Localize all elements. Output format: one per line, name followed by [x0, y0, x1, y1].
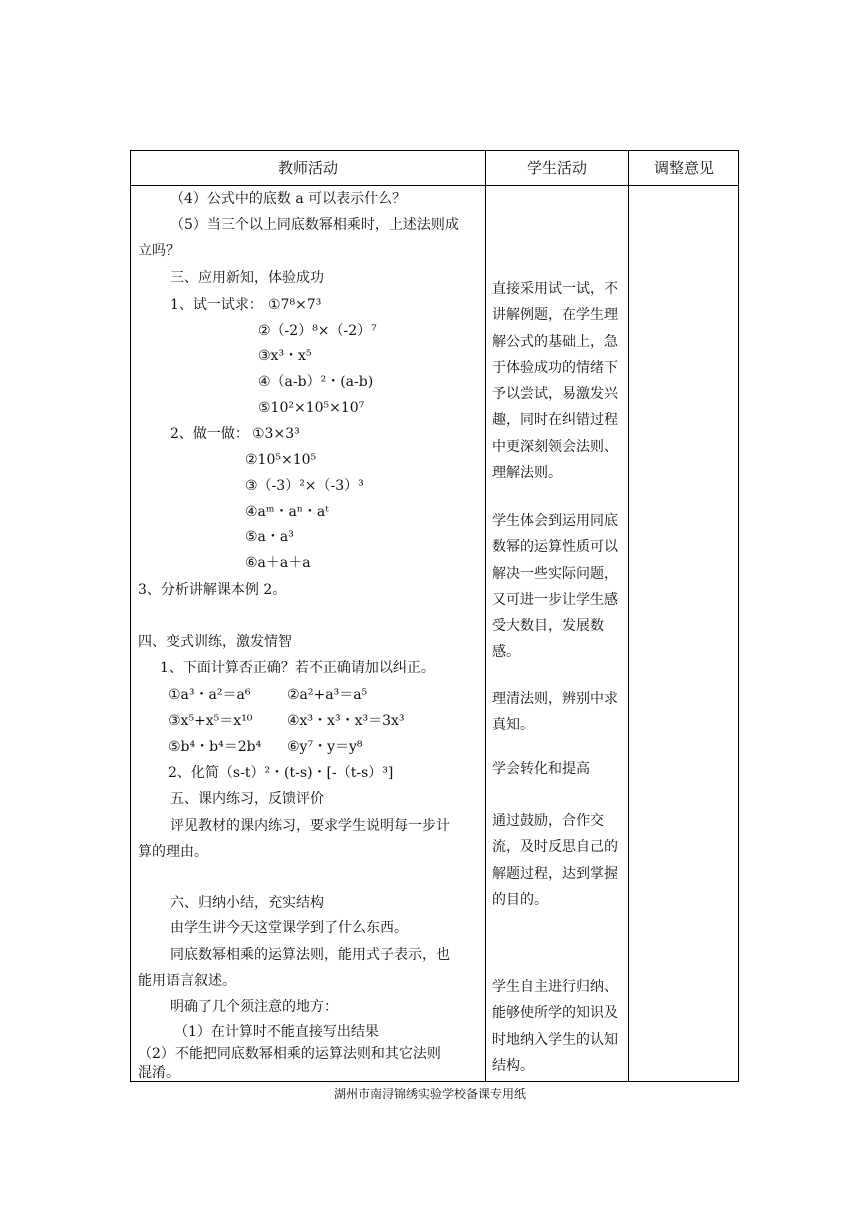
note-2-line1: （2）不能把同底数幂相乘的运算法则和其它法则 [138, 1046, 441, 1062]
header-adjustment: 调整意见 [653, 159, 714, 177]
student-note-4: 学会转化和提高 [492, 761, 590, 777]
judge-item: ②a²+a³＝a⁵ [287, 687, 368, 703]
section-5-title: 五、课内练习，反馈评价 [170, 791, 324, 807]
judge-item: ①a³・a²＝a⁶ [168, 687, 251, 703]
try-prefix: 1、试一试求： [170, 297, 263, 313]
do-prefix: 2、做一做： [170, 426, 249, 442]
student-note-2: 学生体会到运用同底数幂的运算性质可以解决一些实际问题，又可进一步让学生感受大数目，发展数感。 [492, 513, 618, 661]
section-5-line2: 算的理由。 [138, 844, 208, 860]
try-item: ②（-2）⁸×（-2）⁷ [258, 323, 377, 339]
do-item: ⑤a・a³ [245, 529, 294, 545]
simplify-question: 2、化简（s-t）²・(t-s)・[-（t-s）³] [168, 765, 394, 781]
try-item: ①7⁸×7³ [268, 297, 322, 313]
section-5-line1: 评见教材的课内练习，要求学生说明每一步计 [170, 818, 450, 834]
student-note-6: 学生自主进行归纳、能够使所学的知识及时地纳入学生的认知结构。 [492, 979, 618, 1074]
try-item: ③x³・x⁵ [258, 348, 312, 364]
page-footer: 湖州市南浔锦绣实验学校备课专用纸 [333, 1087, 526, 1101]
question-5-line2: 立吗？ [138, 243, 180, 259]
note-1: （1）在计算时不能直接写出结果 [174, 1024, 379, 1040]
question-4: （4）公式中的底数 a 可以表示什么？ [170, 191, 407, 207]
section-3-title: 三、应用新知，体验成功 [170, 270, 324, 286]
summary-paragraph-3: 明确了几个须注意的地方： [170, 999, 338, 1015]
student-note-5: 通过鼓励，合作交流，及时反思自己的解题过程，达到掌握的目的。 [492, 813, 618, 908]
try-item: ④（a-b）²・(a-b) [258, 374, 374, 390]
header-student-activity: 学生活动 [526, 159, 587, 177]
question-5-line1: （5）当三个以上同底数幂相乘时，上述法则成 [170, 217, 459, 233]
lesson-plan-table [130, 150, 739, 1082]
do-item: ⑥a＋a＋a [245, 555, 311, 571]
summary-paragraph-1: 由学生讲今天这堂课学到了什么东西。 [170, 920, 408, 936]
judge-item: ④x³・x³・x³＝3x³ [287, 713, 405, 729]
summary-paragraph-2-line1: 同底数幂相乘的运算法则，能用式子表示，也 [170, 947, 450, 963]
do-item: ④aᵐ・aⁿ・aᵗ [245, 504, 329, 520]
judge-item: ⑤b⁴・b⁴＝2b⁴ [168, 739, 262, 755]
do-item: ③（-3）²×（-3）³ [245, 478, 364, 494]
header-teacher-activity: 教师活动 [277, 159, 338, 177]
judge-question: 1、下面计算否正确？若不正确请加以纠正。 [160, 660, 435, 676]
do-item: ①3×3³ [252, 426, 300, 442]
try-item: ⑤10²×10⁵×10⁷ [258, 400, 365, 416]
student-note-1: 直接采用试一试，不讲解例题，在学生理解公式的基础上，急于体验成功的情绪下予以尝试，易激发兴趣，同时在纠错过程中更深刻领会法则、理解法则。 [492, 281, 618, 482]
judge-item: ⑥y⁷・y＝y⁸ [287, 739, 363, 755]
student-note-3: 理清法则，辨别中求真知。 [492, 691, 618, 734]
do-item: ②10⁵×10⁵ [245, 452, 317, 468]
section-6-title: 六、归纳小结，充实结构 [170, 895, 324, 911]
note-2-line2: 混淆。 [138, 1065, 180, 1081]
example-line: 3、分析讲解课本例 2。 [138, 582, 287, 598]
section-4-title: 四、变式训练，激发情智 [138, 634, 292, 650]
column-divider [485, 151, 486, 1081]
header-divider [131, 185, 738, 186]
judge-item: ③x⁵+x⁵＝x¹⁰ [168, 713, 253, 729]
summary-paragraph-2-line2: 能用语言叙述。 [138, 973, 236, 989]
